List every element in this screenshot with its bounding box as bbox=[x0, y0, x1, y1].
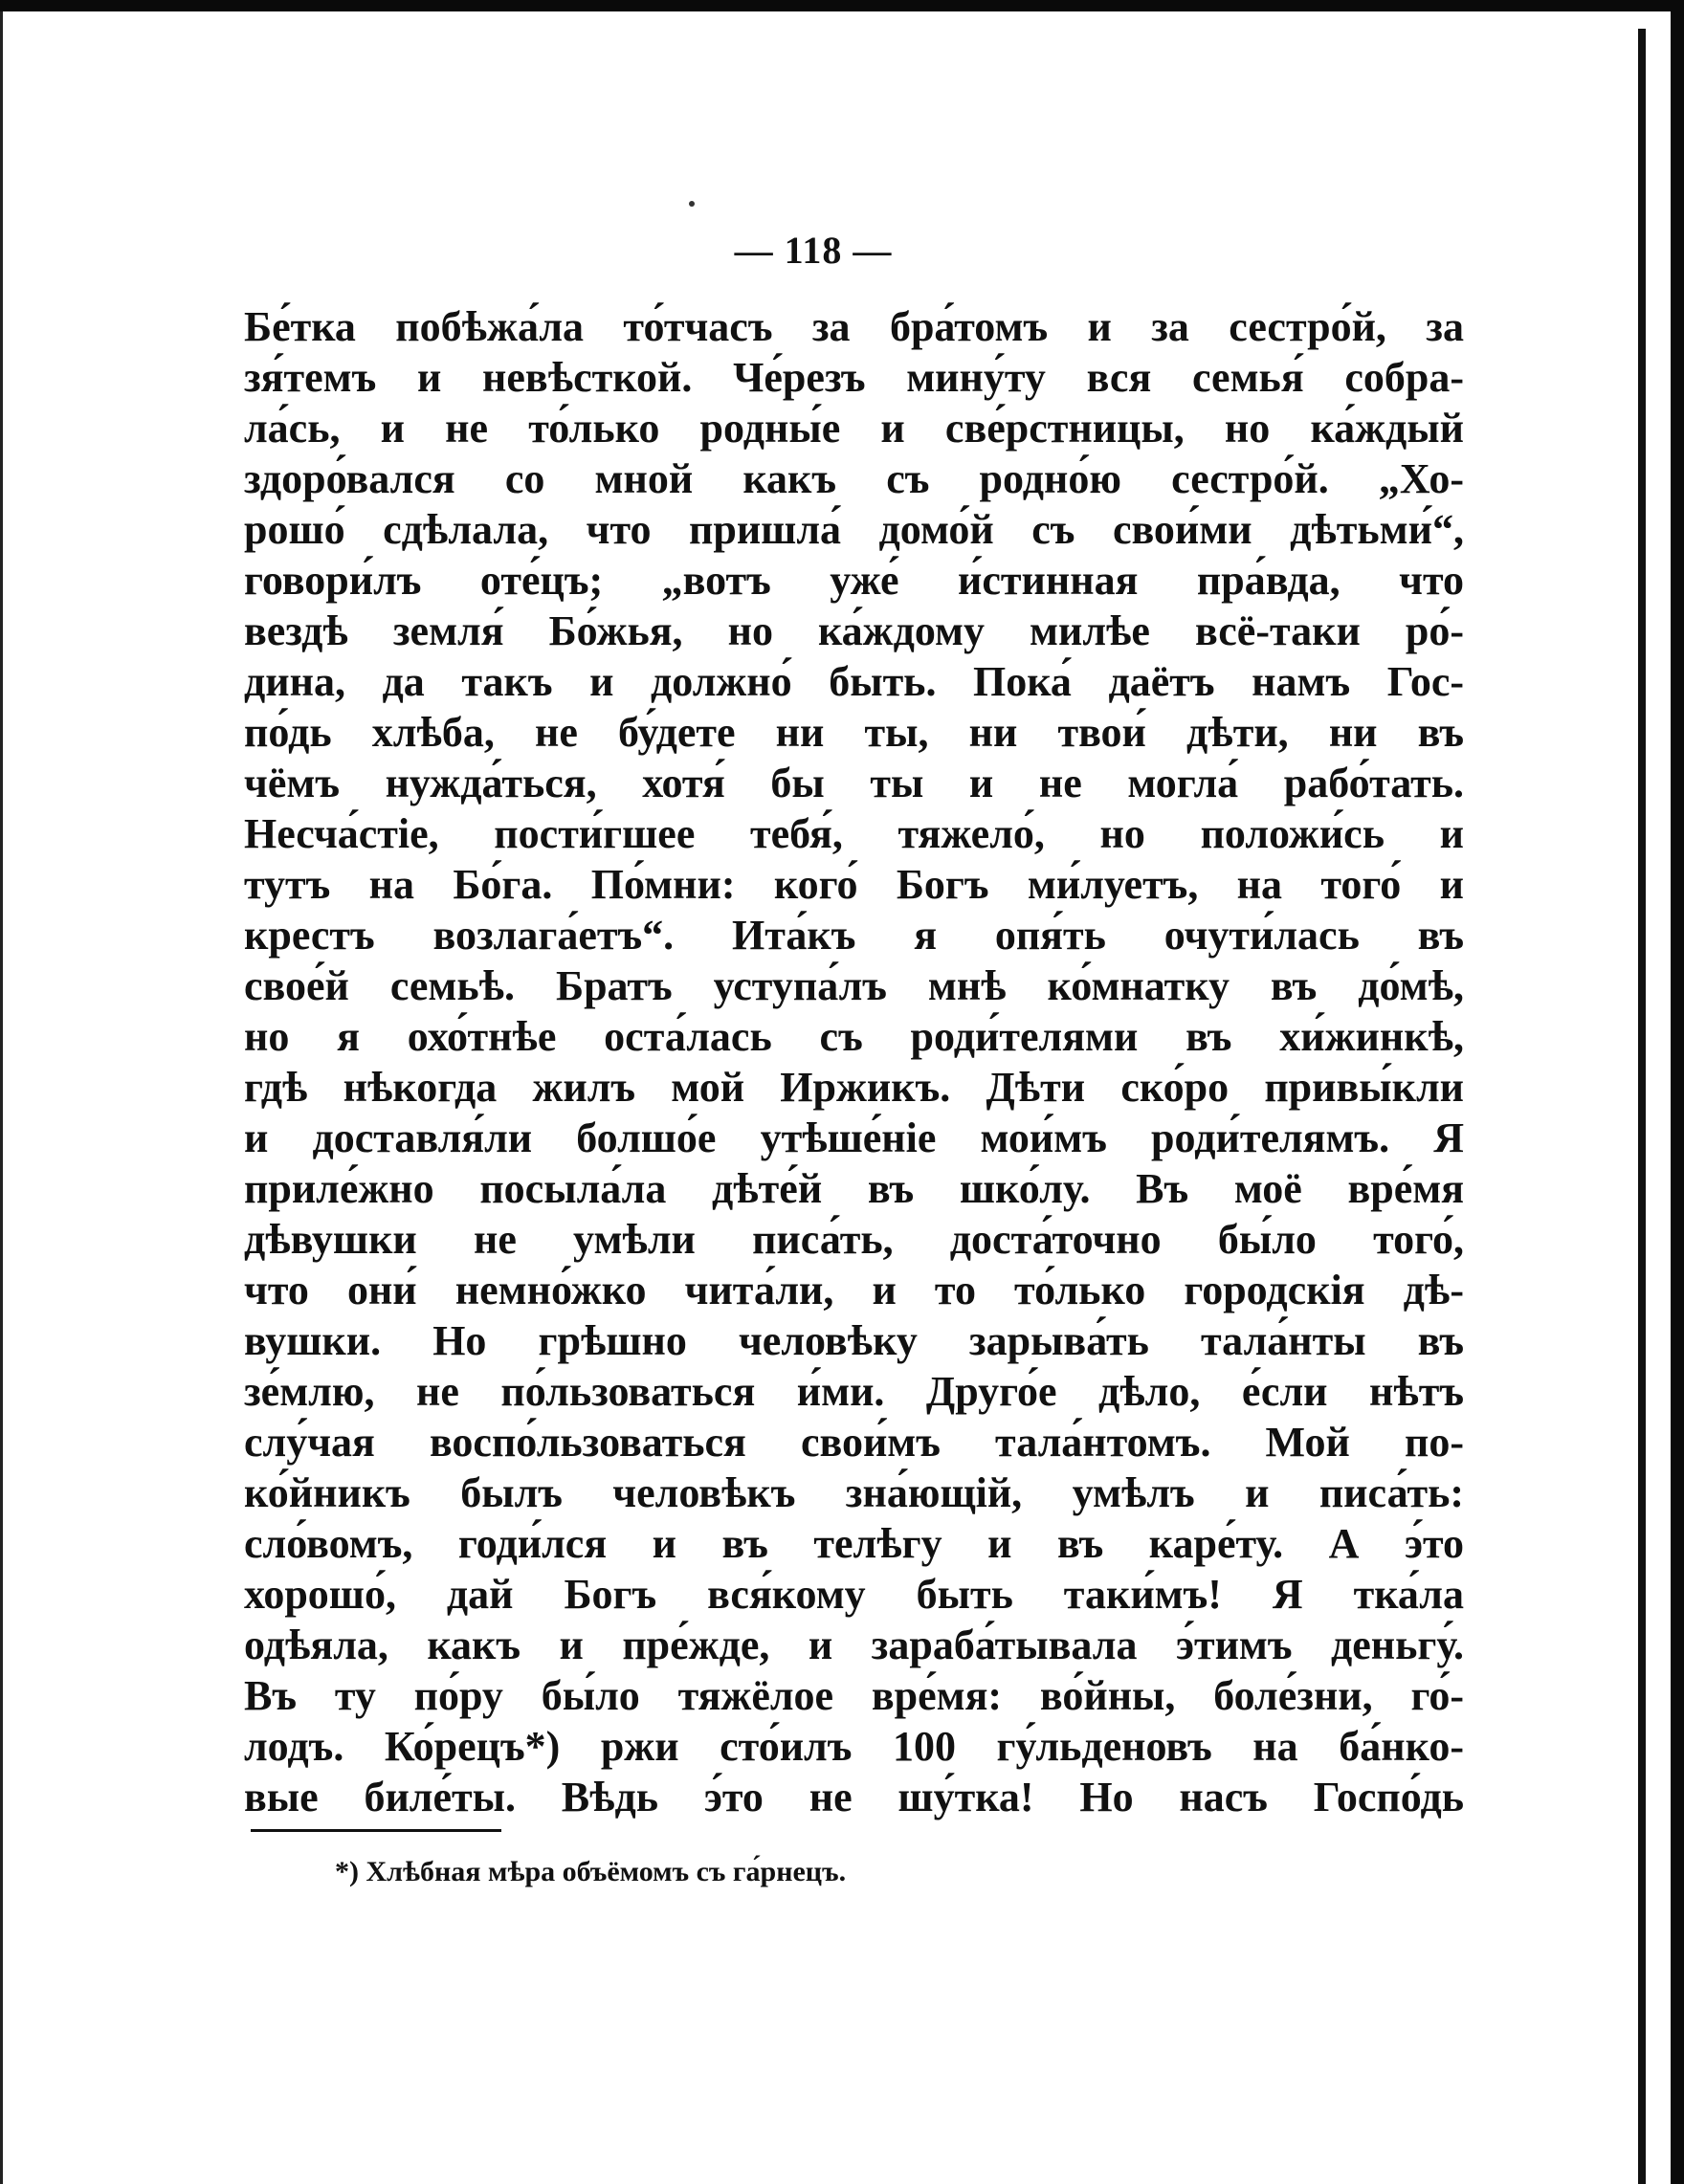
text-line: дѣвушки не умѣли писа́ть, доста́точно бы́ло того́, bbox=[244, 1216, 1464, 1263]
text-line: вые биле́ты. Вѣдь э́то не шу́тка! Но насъ Госпо́дь bbox=[244, 1774, 1464, 1820]
text-line: ко́йникъ былъ человѣкъ зна́ющій, умѣлъ и писа́ть: bbox=[244, 1469, 1464, 1516]
text-line: приле́жно посыла́ла дѣте́й въ шко́лу. Въ моё вре́мя bbox=[244, 1165, 1464, 1212]
text-line: чёмъ нужда́ться, хотя́ бы ты и не могла́ рабо́тать. bbox=[244, 760, 1464, 806]
text-line: ла́сь, и не то́лько родны́е и све́рстницы, но ка́ждый bbox=[244, 405, 1464, 452]
text-line: дина, да такъ и должно́ быть. Пока́ даётъ намъ Гос- bbox=[244, 658, 1464, 705]
text-line: рошо́ сдѣлала, что пришла́ домо́й съ свои́ми дѣтьми́“, bbox=[244, 506, 1464, 553]
footnote: *) Хлѣбная мѣра объёмомъ съ га́рнецъ. bbox=[335, 1856, 847, 1887]
text-line: здоро́вался со мной какъ съ родно́ю сестро́й. „Хо- bbox=[244, 455, 1464, 502]
text-line: гдѣ нѣкогда жилъ мой Иржикъ. Дѣти ско́ро привы́кли bbox=[244, 1064, 1464, 1111]
scan-speck bbox=[689, 201, 695, 207]
text-line: зе́млю, не по́льзоваться и́ми. Друго́е дѣло, е́сли нѣтъ bbox=[244, 1368, 1464, 1415]
text-line: по́дь хлѣба, не бу́дете ни ты, ни твои́ дѣти, ни въ bbox=[244, 709, 1464, 756]
text-line: говори́лъ оте́цъ; „вотъ уже́ и́стинная пра́вда, что bbox=[244, 557, 1464, 604]
text-line: хорошо́, дай Богъ вся́кому быть таки́мъ! Я тка́ла bbox=[244, 1571, 1464, 1618]
text-line: вездѣ земля́ Бо́жья, но ка́ждому милѣе всё-таки ро́- bbox=[244, 607, 1464, 654]
body-text bbox=[244, 301, 1464, 1822]
text-line: слу́чая воспо́льзоваться свои́мъ тала́нтомъ. Мой по- bbox=[244, 1419, 1464, 1466]
text-line: зя́темъ и невѣсткой. Че́резъ мину́ту вся семья́ собра- bbox=[244, 354, 1464, 401]
text-line: Бе́тка побѣжа́ла то́тчасъ за бра́томъ и за сестро́й, за bbox=[244, 303, 1464, 350]
text-line: лодъ. Ко́рецъ*) ржи сто́илъ 100 гу́льденовъ на ба́нко- bbox=[244, 1723, 1464, 1770]
text-line: сло́вомъ, годи́лся и въ телѣгу и въ каре́ту. А э́то bbox=[244, 1520, 1464, 1567]
text-line: но я охо́тнѣе оста́лась съ роди́телями въ хи́жинкѣ, bbox=[244, 1013, 1464, 1060]
scan-right-shadow bbox=[1638, 29, 1646, 2184]
text-line: крестъ возлага́етъ“. Ита́къ я опя́ть очути́лась въ bbox=[244, 912, 1464, 959]
text-line: Въ ту по́ру бы́ло тяжёлое вре́мя: во́йны, боле́зни, го́- bbox=[244, 1672, 1464, 1719]
text-line: одѣяла, какъ и пре́жде, и зараба́тывала э́тимъ деньгу́. bbox=[244, 1621, 1464, 1668]
text-line: и доставля́ли болшо́е утѣше́ніе мои́мъ роди́телямъ. Я bbox=[244, 1114, 1464, 1161]
text-line: Несча́стіе, пости́гшее тебя́, тяжело́, но положи́сь и bbox=[244, 810, 1464, 857]
scan-right-border bbox=[1671, 0, 1684, 2184]
text-line: что они́ немно́жко чита́ли, и то то́лько городскія дѣ- bbox=[244, 1267, 1464, 1313]
text-line: свое́й семьѣ. Братъ уступа́лъ мнѣ ко́мнатку въ до́мѣ, bbox=[244, 962, 1464, 1009]
text-line: тутъ на Бо́га. По́мни: кого́ Богъ ми́луетъ, на того́ и bbox=[244, 861, 1464, 908]
page-number: — 118 — bbox=[734, 229, 893, 272]
text-line: вушки. Но грѣшно человѣку зарыва́ть тала́нты въ bbox=[244, 1317, 1464, 1364]
footnote-divider bbox=[251, 1829, 501, 1832]
